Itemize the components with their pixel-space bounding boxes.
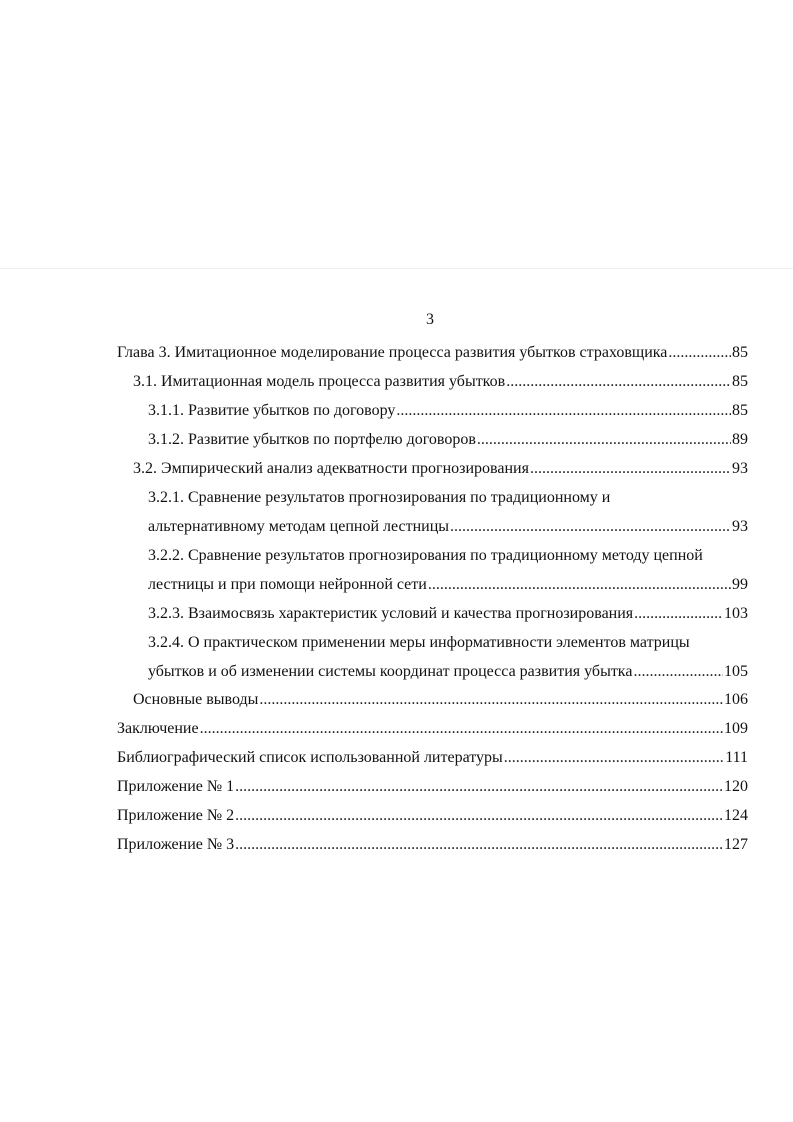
toc-entry-label: Основные выводы: [133, 691, 259, 708]
toc-entry-bibliography: [117, 746, 748, 770]
toc-entry-appendix-3: [117, 833, 748, 857]
toc-entry-label: лестницы и при помощи нейронной сети: [148, 576, 427, 593]
toc-leader-dots: [668, 341, 731, 365]
toc-entry-label: Приложение № 3: [117, 836, 235, 853]
toc-leader-dots: [428, 573, 731, 597]
toc-leader-dots: [506, 370, 731, 394]
toc-entry-3-2-3: [148, 602, 748, 626]
toc-entry-label: 3.1.2. Развитие убытков по портфелю договоров: [148, 431, 476, 448]
toc-entry-3-2-1-line1: 3.2.1. Сравнение результатов прогнозирования по традиционному и: [148, 489, 611, 506]
toc-entry-page: 89: [732, 431, 748, 448]
toc-entry-page: 85: [732, 344, 748, 361]
toc-entry-page: 106: [724, 691, 748, 708]
toc-entry-page: 93: [732, 460, 748, 477]
toc-entry-3-2-2: [148, 573, 748, 597]
toc-entry-3-2: [133, 457, 748, 481]
toc-entry-appendix-1: [117, 775, 748, 799]
toc-entry-page: 120: [724, 778, 748, 795]
toc-leader-dots: [530, 457, 731, 481]
toc-entry-appendix-2: [117, 804, 748, 828]
toc-entry-page: 111: [725, 749, 748, 766]
toc-entry-page: 103: [724, 605, 748, 622]
toc-leader-dots: [504, 746, 724, 770]
toc-entry-label: Библиографический список использованной литературы: [117, 749, 503, 766]
toc-entry-label: альтернативному методам цепной лестницы: [148, 518, 450, 535]
toc-leader-dots: [200, 717, 723, 741]
toc-entry-page: 127: [724, 836, 748, 853]
toc-leader-dots: [396, 399, 731, 423]
toc-entry-label: Приложение № 1: [117, 778, 235, 795]
toc-entry-3-2-4-line1: 3.2.4. О практическом применении меры информативности элементов матрицы: [148, 634, 690, 651]
toc-leader-dots: [477, 428, 731, 452]
toc-entry-3-1-2: [148, 428, 748, 452]
toc-entry-conclusion: [117, 717, 748, 741]
toc-entry-page: 99: [732, 576, 748, 593]
toc-entry-page: 85: [732, 373, 748, 390]
toc-leader-dots: [235, 804, 723, 828]
toc-entry-page: 93: [732, 518, 748, 535]
toc-leader-dots: [633, 660, 723, 684]
toc-entry-3-2-2-line1: 3.2.2. Сравнение результатов прогнозирования по традиционному методу цепной: [148, 547, 703, 564]
toc-entry-3-2-4: [148, 660, 748, 684]
toc-entry-label: Приложение № 2: [117, 807, 235, 824]
page-number: 3: [426, 311, 434, 328]
toc-entry-page: 85: [732, 402, 748, 419]
toc-entry-chapter-3: [117, 341, 748, 365]
toc-entry-3-1: [133, 370, 748, 394]
toc-leader-dots: [235, 833, 723, 857]
scan-edge-line: [0, 268, 793, 269]
toc-entry-label: 3.2. Эмпирический анализ адекватности прогнозирования: [133, 460, 529, 477]
toc-entry-label: Глава 3. Имитационное моделирование процесса развития убытков страховщика: [117, 344, 668, 361]
toc-leader-dots: [450, 515, 731, 539]
toc-entry-3-1-1: [148, 399, 748, 423]
toc-entry-label: 3.1. Имитационная модель процесса развития убытков: [133, 373, 506, 390]
toc-entry-page: 109: [724, 720, 748, 737]
toc-entry-label: 3.2.3. Взаимосвязь характеристик условий и качества прогнозирования: [148, 605, 634, 622]
toc-entry-label: 3.1.1. Развитие убытков по договору: [148, 402, 396, 419]
toc-leader-dots: [634, 602, 723, 626]
toc-entry-page: 124: [724, 807, 748, 824]
toc-entry-page: 105: [724, 663, 748, 680]
toc-entry-label: Заключение: [117, 720, 199, 737]
toc-leader-dots: [259, 688, 723, 712]
toc-entry-conclusions: [133, 688, 748, 712]
toc-leader-dots: [235, 775, 723, 799]
toc-entry-3-2-1: [148, 515, 748, 539]
toc-entry-label: убытков и об изменении системы координат процесса развития убытка: [148, 663, 633, 680]
